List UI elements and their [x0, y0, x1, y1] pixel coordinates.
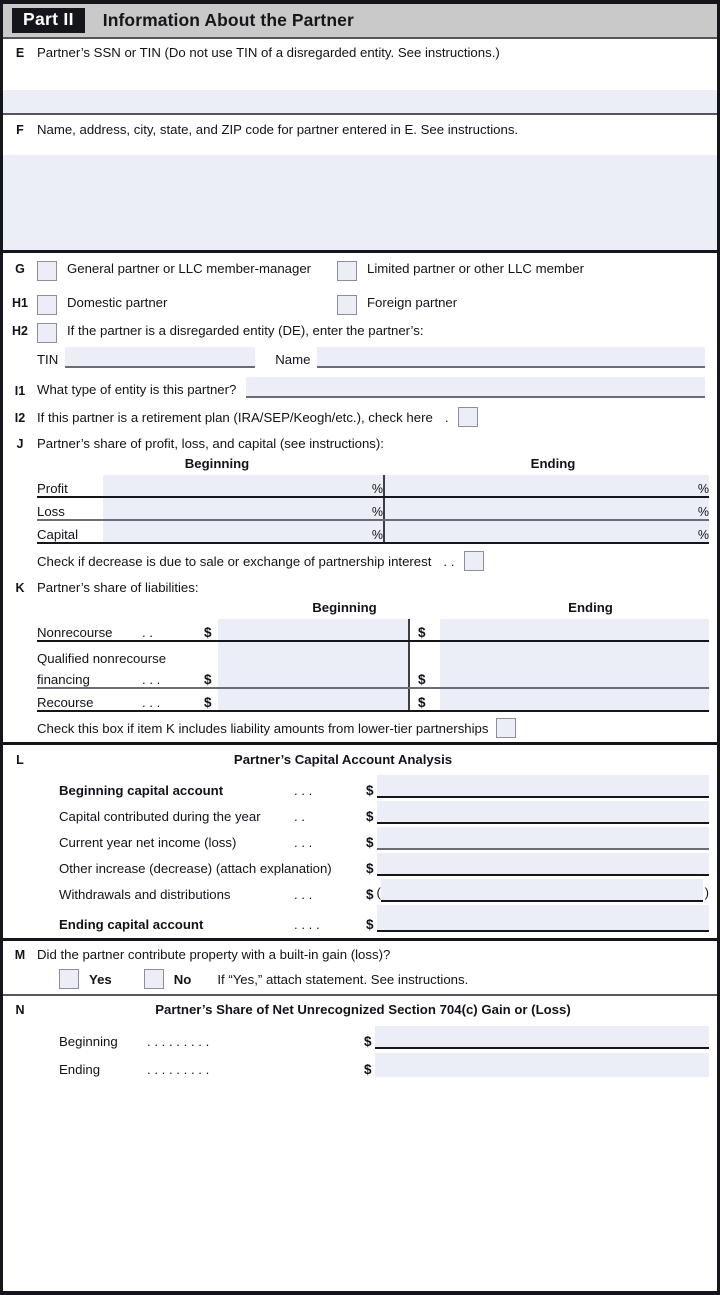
section-k-row-2-currency: $: [204, 688, 218, 711]
section-l-row-4-leader: . . .: [294, 887, 313, 902]
section-k-row-1-ending-input[interactable]: [440, 666, 709, 688]
section-l-row-2-leader: . . .: [294, 835, 313, 850]
section-l-letter: L: [16, 753, 24, 767]
section-l-row-2-label: Current year net income (loss): [59, 835, 237, 850]
section-l-row-1-currency: $: [366, 809, 374, 824]
section-n: [3, 996, 717, 1077]
list-item: [59, 772, 709, 798]
checkbox-lower-tier-liabilities[interactable]: [496, 718, 516, 738]
section-k-row-1-leader: . . .: [142, 666, 204, 688]
tin-label: TIN: [37, 352, 59, 367]
section-k-label: Partner’s share of liabilities:: [37, 580, 199, 595]
section-l-row-1-leader: . .: [294, 809, 305, 824]
section-l-row-5-input[interactable]: [377, 905, 709, 932]
section-j-row-1-label: Loss: [37, 497, 103, 520]
section-h2-option-de[interactable]: [37, 323, 424, 343]
table-row: [37, 619, 709, 641]
checkbox-foreign-partner[interactable]: [337, 295, 357, 315]
section-k-col-ending: Ending: [568, 600, 613, 615]
section-k-row-0-ending-input[interactable]: [440, 619, 709, 641]
section-k-check-label: Check this box if item K includes liability amounts from lower-tier partnerships: [37, 720, 489, 736]
section-l-row-0-currency: $: [366, 783, 374, 798]
table-row: [37, 666, 709, 688]
checkbox-decrease-sale-exchange[interactable]: [464, 551, 484, 571]
section-j-row-0-ending-unit: %: [679, 475, 709, 497]
section-l-row-4-paren-open: (: [376, 885, 381, 900]
section-j-row-2-label: Capital: [37, 520, 103, 543]
section-m-label: Did the partner contribute property with a built-in gain (loss)?: [37, 947, 391, 962]
section-l-row-2-input[interactable]: [377, 827, 709, 850]
section-g-option-limited-label: Limited partner or other LLC member: [367, 261, 584, 276]
section-h2: [3, 323, 709, 343]
section-j-row-2-ending-unit: %: [679, 520, 709, 543]
section-n-title: Partner’s Share of Net Unrecognized Section 704(c) Gain or (Loss): [155, 1002, 571, 1017]
section-k-row-1-label2: financing: [37, 666, 142, 688]
section-n-letter: N: [15, 1003, 25, 1017]
section-j-row-2-beginning-unit: %: [353, 520, 384, 543]
section-j-row-0-beginning-input[interactable]: [103, 475, 353, 497]
section-k-col-beginning: Beginning: [312, 600, 377, 615]
section-k-row-1-beginning-input[interactable]: [218, 666, 409, 688]
section-k-row-0-leader: . .: [142, 619, 204, 641]
section-n-row-0-currency: $: [364, 1034, 372, 1049]
section-l-row-3-input[interactable]: [377, 853, 709, 876]
section-i1: [3, 377, 709, 398]
checkbox-retirement-plan[interactable]: [458, 407, 478, 427]
section-j-row-0-label: Profit: [37, 475, 103, 497]
section-k-check-row: [37, 718, 709, 738]
section-n-row-0-input[interactable]: [375, 1026, 709, 1049]
section-f: [3, 115, 717, 250]
section-h1-letter: H1: [12, 296, 28, 310]
section-j-column-headers: [37, 456, 709, 471]
section-h1-option-domestic-label: Domestic partner: [67, 295, 168, 310]
checkbox-domestic-partner[interactable]: [37, 295, 57, 315]
checkbox-general-partner[interactable]: [37, 261, 57, 281]
section-e: [3, 39, 717, 113]
section-n-row-0-label: Beginning: [59, 1034, 118, 1049]
section-j-row-1-ending-input[interactable]: [384, 497, 679, 520]
section-j-check-row: [37, 551, 709, 571]
section-m: [3, 941, 717, 994]
list-item: [59, 850, 709, 876]
section-g-letter: G: [15, 262, 25, 276]
section-j-row-2-beginning-input[interactable]: [103, 520, 353, 543]
section-n-row-1-currency: $: [364, 1062, 372, 1077]
section-j-letter: J: [16, 437, 24, 451]
section-g: [3, 253, 709, 281]
section-h1: [3, 295, 709, 315]
list-item: [59, 1023, 709, 1049]
section-j-table-wrap: [3, 456, 709, 571]
section-f-input[interactable]: [3, 155, 717, 250]
de-name-input[interactable]: [317, 347, 705, 368]
section-l-row-2-currency: $: [366, 835, 374, 850]
section-l-row-0-input[interactable]: [377, 775, 709, 798]
section-l-row-4-paren-close: ): [704, 885, 709, 900]
section-k-row-0-label: Nonrecourse: [37, 619, 142, 641]
section-k-row-0-currency-end: $: [409, 619, 440, 641]
section-g-option-general[interactable]: [37, 261, 337, 281]
section-m-yes-label: Yes: [89, 971, 112, 987]
section-l-row-1-label: Capital contributed during the year: [59, 809, 261, 824]
table-row: [37, 497, 709, 520]
section-n-row-0-leader: . . . . . . . . .: [147, 1034, 210, 1049]
section-l-title: Partner’s Capital Account Analysis: [233, 752, 453, 767]
section-i1-letter: I1: [14, 384, 26, 398]
section-f-label: Name, address, city, state, and ZIP code for partner entered in E. See instructions.: [37, 122, 519, 137]
section-k-row-2-leader: . . .: [142, 688, 204, 711]
checkbox-disregarded-entity[interactable]: [37, 323, 57, 343]
section-k-row-2-currency-end: $: [409, 688, 440, 711]
section-k-row-2-beginning-input[interactable]: [218, 688, 409, 711]
section-l-row-5-currency: $: [366, 917, 374, 932]
section-j-check-label: Check if decrease is due to sale or exchange of partnership interest: [37, 553, 432, 569]
part-ii-header: [3, 0, 717, 39]
section-g-option-limited[interactable]: [337, 261, 584, 281]
section-l: [3, 745, 717, 938]
list-item: [59, 876, 709, 902]
section-j-label: Partner’s share of profit, loss, and capital (see instructions):: [37, 436, 384, 451]
list-item: [59, 902, 709, 932]
section-m-question-row: [3, 947, 709, 962]
section-i1-label: What type of entity is this partner?: [37, 382, 237, 397]
section-l-row-0-leader: . . .: [294, 783, 313, 798]
section-n-row-1-input[interactable]: [375, 1053, 709, 1077]
section-j-row-0-beginning-unit: %: [353, 475, 384, 497]
section-l-row-4-currency: $: [366, 887, 374, 902]
section-i2-label: If this partner is a retirement plan (IRA/SEP/Keogh/etc.), check here: [37, 409, 433, 425]
list-item: [59, 824, 709, 850]
section-h1-option-foreign-label: Foreign partner: [367, 295, 458, 310]
entity-type-input[interactable]: [246, 377, 705, 398]
section-h1-option-foreign[interactable]: [337, 295, 457, 315]
sections-g-through-k: [3, 253, 717, 738]
section-j-col-ending: Ending: [530, 456, 576, 471]
section-j-row-1-beginning-input[interactable]: [103, 497, 353, 520]
section-n-row-1-leader: . . . . . . . . .: [147, 1062, 210, 1077]
table-row: [37, 688, 709, 711]
tin-input[interactable]: [65, 347, 255, 368]
section-n-title-row: [3, 1002, 709, 1017]
section-l-row-3-currency: $: [366, 861, 374, 876]
section-i2-leader: .: [444, 409, 449, 425]
page-title: Information About the Partner: [102, 10, 354, 30]
section-j-row-1-beginning-unit: %: [353, 497, 384, 520]
section-h2-letter: H2: [12, 324, 28, 338]
section-n-rows: [3, 1023, 709, 1077]
section-l-rows: [3, 772, 709, 932]
section-l-row-4-input[interactable]: [381, 879, 703, 902]
section-k-row-0-currency: $: [204, 619, 218, 641]
section-k-table-wrap: [3, 600, 709, 738]
section-j-table: [37, 475, 709, 544]
list-item: [59, 1049, 709, 1077]
section-k-row-1-currency: $: [204, 666, 218, 688]
section-l-row-5-leader: . . . .: [294, 917, 320, 932]
section-f-letter: F: [16, 123, 24, 137]
section-k-column-headers: [37, 600, 709, 615]
section-n-row-1-label: Ending: [59, 1062, 101, 1077]
section-i2: [3, 407, 709, 427]
section-j-row-2-ending-input[interactable]: [384, 520, 679, 543]
section-k-row-1-beginning-input-top[interactable]: [218, 641, 409, 666]
name-label: Name: [275, 352, 311, 367]
section-m-letter: M: [14, 948, 26, 962]
part-number-block: Part II: [12, 8, 85, 33]
section-m-note: If “Yes,” attach statement. See instructions.: [217, 971, 469, 987]
section-j-check-leader: . .: [443, 553, 455, 569]
section-i2-letter: I2: [14, 410, 26, 425]
section-k-row-1-currency-end: $: [409, 666, 440, 688]
section-h1-option-domestic[interactable]: [37, 295, 337, 315]
section-j-col-beginning: Beginning: [184, 456, 250, 471]
section-k-row-1-ending-input-top[interactable]: [440, 641, 709, 666]
section-k: [3, 580, 709, 595]
section-k-row-1-label: Qualified nonrecourse: [37, 651, 167, 666]
checkbox-limited-partner[interactable]: [337, 261, 357, 281]
table-row: [37, 520, 709, 543]
section-j-row-1-ending-unit: %: [679, 497, 709, 520]
checkbox-builtin-gain-no[interactable]: [144, 969, 164, 989]
section-e-letter: E: [15, 46, 25, 60]
section-h2-label: If the partner is a disregarded entity (DE), enter the partner’s:: [67, 323, 424, 338]
section-l-row-0-label: Beginning capital account: [59, 783, 224, 798]
table-row: [37, 641, 709, 666]
section-k-col-spacer: [37, 600, 217, 615]
section-e-label: Partner’s SSN or TIN (Do not use TIN of a disregarded entity. See instructions.): [37, 45, 500, 60]
section-j-row-0-ending-input[interactable]: [384, 475, 679, 497]
section-k-row-1-divider-top: [409, 641, 440, 666]
list-item: [59, 798, 709, 824]
section-k-row-2-ending-input[interactable]: [440, 688, 709, 711]
section-k-row-0-beginning-input[interactable]: [218, 619, 409, 641]
section-m-answer-row: [3, 969, 709, 989]
section-l-row-3-label: Other increase (decrease) (attach explanation): [59, 861, 332, 876]
section-e-input[interactable]: [3, 90, 717, 113]
section-k-letter: K: [15, 581, 25, 595]
section-k-row-2-label: Recourse: [37, 688, 142, 711]
section-l-row-4-label: Withdrawals and distributions: [59, 887, 231, 902]
section-g-option-general-label: General partner or LLC member-manager: [67, 261, 312, 276]
section-l-row-1-input[interactable]: [377, 801, 709, 824]
section-m-no-label: No: [173, 971, 192, 987]
section-l-title-row: [3, 752, 709, 767]
section-k-table: [37, 619, 709, 712]
section-l-row-5-label: Ending capital account: [59, 917, 204, 932]
section-j: [3, 436, 709, 451]
checkbox-builtin-gain-yes[interactable]: [59, 969, 79, 989]
section-h2-entry-row: [3, 347, 709, 368]
table-row: [37, 475, 709, 497]
